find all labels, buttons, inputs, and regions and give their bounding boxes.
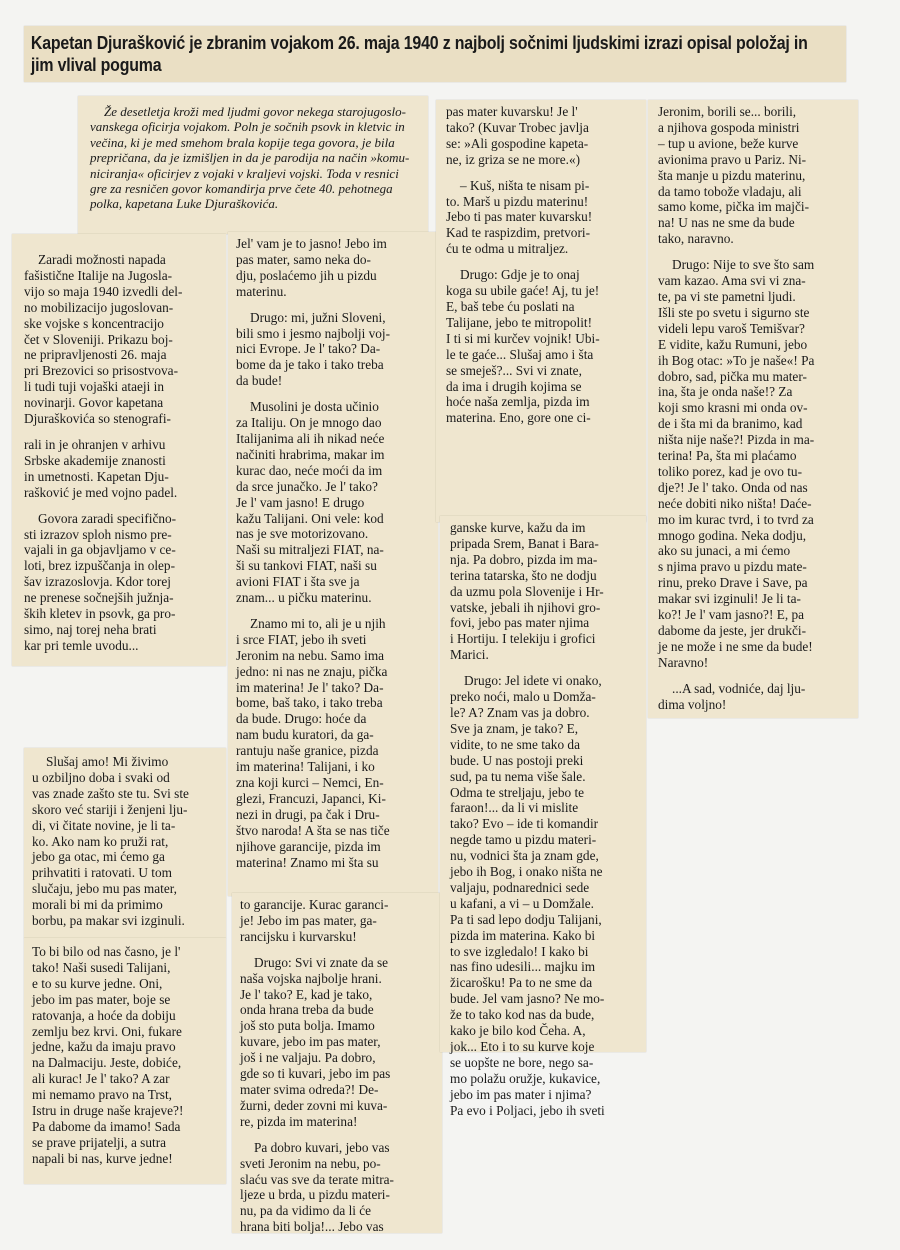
col2-paragraph: Drugo: Svi vi znate da se naša vojska najbolje hrani. Je l' tako? E, kad je tako, onda hrana treba da bude još sto puta bolja. Imamo kuvare, jebo im pas mater, još i ne valjaju. Pa dobro, gde so ti kuvari, jebo im pas mater svima odreda?! De- žurni, deder zovni mi kuva- re, pizda im materina! <box>240 954 391 1129</box>
column-1-bottom-a <box>24 748 226 938</box>
col1-paragraph: Govora zaradi specifično- sti izrazov sploh nismo pre- vajali in ga objavljamo v ce- loti, brez izpuščanja in olep- šav izrazoslovja. Kdor torej ne prenese sočnejših južnja- ških kletev in psovk, ga pro- simo, naj torej neha brati kar pri temle uvodu... <box>24 510 177 653</box>
column-3-top <box>436 100 646 522</box>
col1b-paragraph: Slušaj amo! Mi živimo u ozbiljno doba i svaki od vas znade zašto ste tu. Svi ste skoro već stariji i ženjeni lju- di, vi čitate novine, je li ta- ko. Ako nam ko pruži rat, jebo ga otac, mi ćemo ga prihvatiti i ratovati. U tom slučaju, jebo mu pas mater, morali bi mi da primimo borbu, pa makar svi izginuli. <box>32 754 189 929</box>
column-1-top <box>12 234 226 666</box>
column-1-bottom-b <box>24 938 226 1184</box>
col2-paragraph: Znamo mi to, ali je u njih i srce FIAT, jebo ih sveti Jeronim na nebu. Samo ima jedno: ni nas ne znaju, pička im materina! Je l' tako? Da- bome, baš tako, i tako treba da bude. Drugo: hoće da nam budu kuratori, da ga- rantuju naše granice, pizda im materina! Talijani, i ko zna koji kurci – Nemci, En- glezi, Francuzi, Japanci, Ki- nezi in drugi, pa čak i Dru- štvo naroda! A šta se nas tiče njihove garancije, pizda im materina! Znamo mi šta su <box>236 615 390 870</box>
headline-clipping <box>24 26 846 82</box>
col2-paragraph: Drugo: mi, južni Sloveni, bili smo i jesmo najbolji voj- nici Evrope. Je l' tako? Da- bome da je tako i tako treba da bude! <box>236 309 391 389</box>
col4-paragraph: ...A sad, vodniće, daj lju- dima voljno! <box>658 680 806 712</box>
intro-clipping <box>78 96 428 234</box>
col1b-paragraph: To bi bilo od nas časno, je l' tako! Naši susedi Talijani, e to su kurve jedne. Oni, jebo im pas mater, boje se ratovanja, a hoće da dobiju zemlju bez krvi. Oni, fukare jedne, kažu da imaju pravo na Dalmaciju. Jeste, dobiće, ali kurac! Je l' tako? A zar mi nemamo pravo na Trst, Istru in druge naše krajeve?! Pa dabome da imamo! Sada se prave prijatelji, a sutra napali bi nas, kurve jedne! <box>32 944 184 1166</box>
col2-paragraph: to garancije. Kurac garanci- je! Jebo im pas mater, ga- rancijsku i kurvarsku! <box>240 897 389 944</box>
col3-paragraph: ganske kurve, kažu da im pripada Srem, Banat i Bara- nja. Pa dobro, pizda im ma- terina tatarska, što ne dodju da uzmu pola Slovenije i Hr- vatske, jebali ih njihovi gro- fovi, jebo pas mater njima i Hortiju. I telekiju i grofici Marici. <box>450 520 604 663</box>
col3-paragraph: pas mater kuvarsku! Je l' tako? (Kuvar Trobec javlja se: »Ali gospodine kapeta- ne, iz griza se ne more.«) <box>446 104 589 167</box>
col3-paragraph: – Kuš, ništa te nisam pi- to. Marš u pizdu materinu! Jebo ti pas mater kuvarsku! Kad te raspizdim, pretvori- ću te odma u mitraljez. <box>446 177 593 257</box>
col4-paragraph: Drugo: Nije to sve što sam vam kazao. Ama svi vi zna- te, pa vi ste pametni ljudi. Išli ste po svetu i sigurno ste videli lepu varoš Temišvar? E vidite, kažu Rumuni, jebo ih Bog otac: »To je naše«! Pa dobro, sad, pička mu mater- ina, šta je onda naše!? Za koji smo krasni mi onda ov- de i šta mi da branimo, kad ništa nije naše?! Pizda in ma- terina! Pa, šta mi plaćamo toliko porez, kad je ovo tu- dje?! Je l' tako. Onda od nas neće dobiti niko ništa! Daće- mo im kurac tvrd, i to tvrd za mnogo godina. Neka dodju, ako su junaci, a mi ćemo s njima pravo u pizdu mate- rinu, preko Drave i Save, pa makar svi izginuli! Je li ta- ko?! Je l' vam jasno?! E, pa dabome da jeste, jer drukči- je ne može i ne sme da bude! Naravno! <box>658 257 815 670</box>
headline: Kapetan Djurašković je zbranim vojakom 26. maja 1940 z najbolj sočnimi ljudskimi izrazi opisal položaj in jim vlival poguma <box>30 32 808 75</box>
col2-paragraph: Musolini je dosta učinio za Italiju. On je mnogo dao Italijanima ali ih nikad neće načiniti hrabrima, makar im kurac dao, neće moći da im da srce junačko. Je l' tako? Je l' vam jasno! E drugo kažu Talijani. Oni vele: kod nas je sve motorizovano. Naši su mitraljezi FIAT, na- ši su tankovi FIAT, naši su avioni FIAT i šta sve ja znam... u pičku materinu. <box>236 399 385 606</box>
column-3-bottom <box>440 516 646 1118</box>
column-2-top <box>228 232 438 896</box>
column-4 <box>648 100 858 718</box>
col2-paragraph: Pa dobro kuvari, jebo vas sveti Jeronim na nebu, po- slaću vas sve da terate mitra- ljeze u brda, u pizdu materi- nu, pa da vidimo da li će hrana biti bolja!... Jebo vas <box>240 1139 394 1235</box>
intro-text: Že desetletja kroži med ljudmi govor nekega starojugoslo- vanskega oficirja vojakom. Poln je sočnih psovk in kletvic in večina, ki je med smehom brala kopije tega govora, je bila prepričana, da je izmišljen in da je parodija na način »komu- niciranja« oficirjev z vojaki v kraljevi vojski. Toda v resnici gre za resničen govor komandirja prve čete 40. pehotnega polka, kapetana Luke Djuraškovića. <box>90 104 410 212</box>
col3-paragraph: Drugo: Gdje je to onaj koga su ubile gaće! Aj, tu je! E, baš tebe ću poslati na Talijane, jebo te mitropolit! I ti si mi kurčev vojnik! Ubi- le te gaće... Slušaj amo i šta se smeješ?... Svi vi znate, da ima i drugih kojima se hoće naša zemlja, pizda im materina. Eno, gore one ci- <box>446 267 600 426</box>
col4-paragraph: Jeronim, borili se... borili, a njihova gospoda ministri – tup u avione, beže kurve avionima pravo u Pariz. Ni- šta manje u pizdu materinu, da tamo tobože vladaju, ali samo kome, pička im majči- na! U nas ne sme da bude tako, naravno. <box>658 104 810 247</box>
col2-paragraph: Jel' vam je to jasno! Jebo im pas mater, samo neka do- dju, poslaćemo jih u pizdu materinu. <box>236 236 387 299</box>
col3-paragraph: Drugo: Jel idete vi onako, preko noći, malo u Domža- le? A? Znam vas ja dobro. Sve ja znam, je tako? E, vidite, to ne sme tako da bude. U nas postoji preki sud, pa tu nema više šale. Odma te streljaju, jebo te faraon!... da li vi mislite tako? Evo – ide ti komandir negde tamo u pizdu materi- nu, vodnici šta ja znam gde, jebo ih Bog, i onako ništa ne valjaju, podnarednici sede u kafani, a vi – u Domžale. Pa ti sad lepo dodju Talijani, pizda im materina. Kako bi to sve izgledalo! I kako bi nas fino udesili... majku im žicarošku! Pa to ne sme da bude. Jel vam jasno? Ne mo- že to tako kod nas da bude, kako je bilo kod Čeha. A, jok... Eto i to su kurve koje se uopšte ne bore, nego sa- mo polažu oružje, kukavice, jebo im pas mater i njima? Pa evo i Poljaci, jebo ih sveti <box>450 673 605 1118</box>
col1-paragraph: Zaradi možnosti napada fašistične Italije na Jugosla- vijo so maja 1940 izvedli del- no mobilizacijo jugoslovan- ske vojske s koncentracijo čet v Sloveniji. Prikazu boj- ne pripravljenosti 26. maja pri Brezovici so prisostvova- li tudi tuji vojaški ataeji in novinarji. Govor kapetana Djuraškovića so stenografi- <box>24 252 183 427</box>
col1-paragraph: rali in je ohranjen v arhivu Srbske akademije znanosti in umetnosti. Kapetan Dju- rašković je med vojno padel. <box>24 436 178 500</box>
column-2-bottom <box>232 893 442 1233</box>
